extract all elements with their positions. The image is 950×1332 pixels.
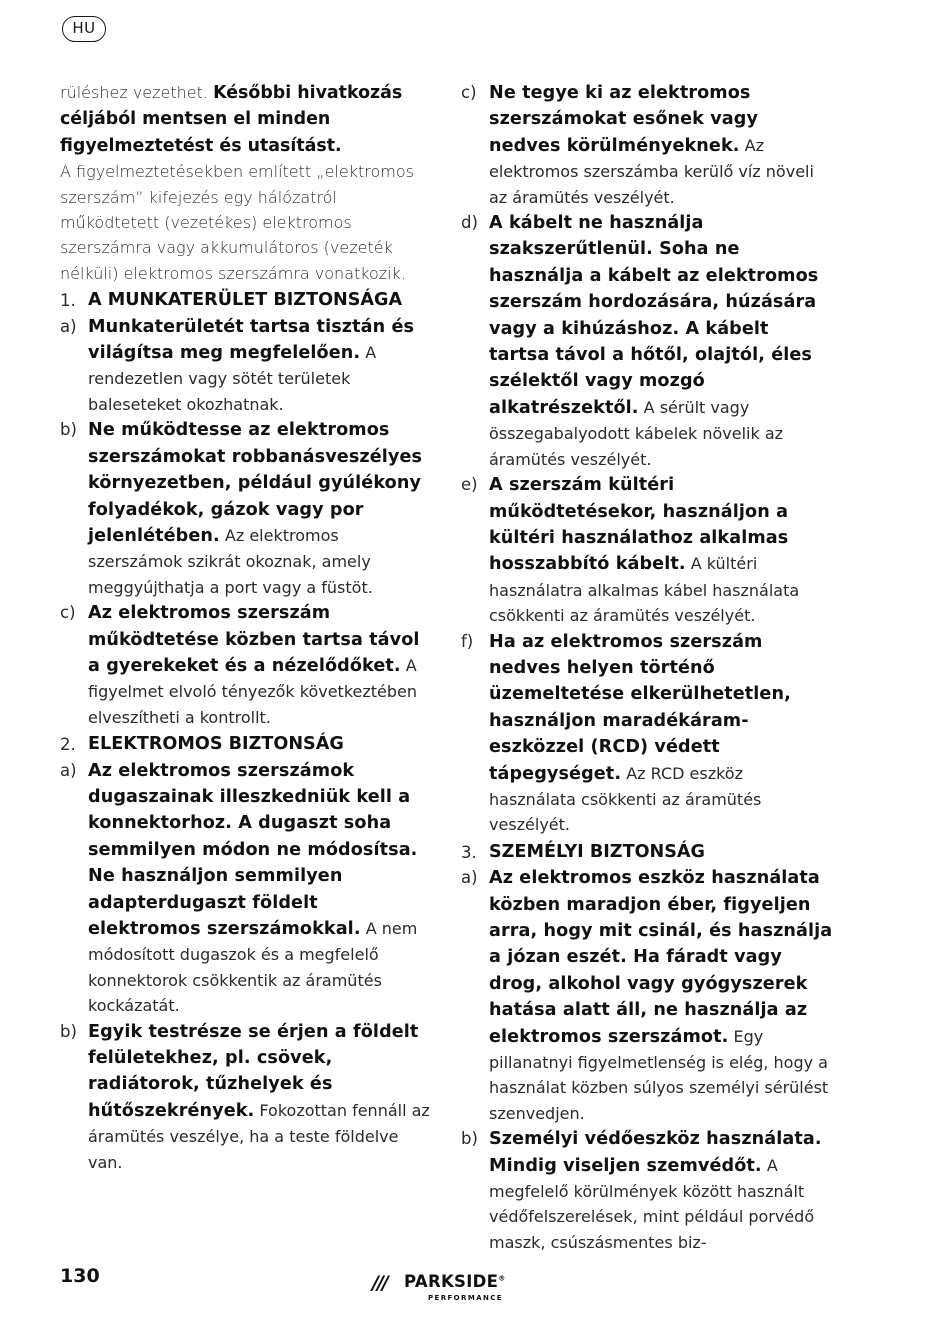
list-item-2e bbox=[461, 472, 833, 628]
list-item-1a bbox=[60, 314, 432, 418]
item-text: A sérült vagy összegabalyodott kábelek növelik az áramütés veszélyét. bbox=[489, 397, 784, 469]
item-body bbox=[88, 758, 432, 1019]
item-body bbox=[88, 417, 432, 600]
right-column bbox=[461, 80, 833, 1255]
item-bold: Az elektromos szerszámok dugaszainak illeszkedniük kell a konnektorhoz. A dugaszt soha semmilyen módon ne módosítsa. Ne használjon semmilyen adapterdugaszt földelt elektromos szerszámokkal. bbox=[88, 760, 418, 939]
definition-paragraph: A figyelmeztetésekben említett „elektromos szerszám” kifejezés egy hálózatról működtetett (vezetékes) elektromos szerszámra vagy akkumulátoros (vezeték nélküli) elektromos szerszámra vonatkozik. bbox=[60, 162, 414, 283]
list-item-2f bbox=[461, 629, 833, 838]
item-marker: f) bbox=[461, 631, 474, 651]
language-badge: HU bbox=[62, 16, 106, 42]
item-marker: b) bbox=[461, 1129, 478, 1149]
item-bold: A szerszám kültéri működtetésekor, használjon a kültéri használathoz alkalmas hosszabbító kábelt. bbox=[489, 475, 789, 575]
item-body bbox=[489, 472, 833, 628]
item-text: A megfelelő körülmények között használt védőfelszerelések, mint például porvédő maszk, csúszásmentes biz- bbox=[489, 1155, 815, 1252]
item-bold: Ha az elektromos szerszám nedves helyen történő üzemeltetése elkerülhetetlen, használjon maradékáram-eszközzel (RCD) védett tápegységet. bbox=[489, 631, 791, 784]
item-bold: Ne tegye ki az elektromos szerszámokat esőnek vagy nedves körülményeknek. bbox=[489, 83, 759, 156]
list-item-1c bbox=[60, 600, 432, 730]
item-marker: b) bbox=[60, 420, 77, 440]
item-bold: Személyi védőeszköz használata. Mindig viseljen szemvédőt. bbox=[489, 1129, 822, 1176]
page-number: 130 bbox=[60, 1265, 100, 1287]
item-marker: d) bbox=[461, 213, 478, 233]
item-body bbox=[489, 210, 833, 472]
item-text: A figyelmet elvoló tényezők következtében elveszítheti a kontrollt. bbox=[88, 655, 418, 727]
item-bold: Ne működtesse az elektromos szerszámokat robbanásveszélyes környezetben, például gyúlékony folyadékok, gázok vagy por jelenlétében. bbox=[88, 420, 423, 546]
item-bold: Egyik testrésze se érjen a földelt felületekhez, pl. csövek, radiátorok, tűzhelyek és hűtőszekrények. bbox=[88, 1021, 419, 1121]
list-item-2d bbox=[461, 210, 833, 472]
item-body bbox=[489, 629, 833, 838]
registered-mark: ® bbox=[498, 1274, 506, 1283]
list-item-3a bbox=[461, 865, 833, 1126]
item-text: A nem módosított dugaszok és a megfelelő konnektorok csökkentik az áramütés kockázatát. bbox=[88, 919, 418, 1016]
item-marker: b) bbox=[60, 1021, 77, 1041]
item-bold: Az elektromos eszköz használata közben maradjon éber, figyeljen arra, hogy mit csinál, és használja a józan eszét. Ha fáradt vagy drog, alkohol vagy gyógyszerek hatása alatt áll, ne használja az elektromos szerszámot. bbox=[489, 868, 833, 1047]
item-body bbox=[88, 600, 432, 730]
intro-bold: Későbbi hivatkozás céljából mentsen el minden figyelmeztetést és utasítást. bbox=[60, 83, 403, 156]
item-marker: a) bbox=[60, 316, 77, 336]
item-text: Fokozottan fennáll az áramütés veszélye, ha a teste földelve van. bbox=[88, 1100, 430, 1172]
item-text: Az RCD eszköz használata csökkenti az áramütés veszélyét. bbox=[489, 763, 762, 835]
section-heading-1 bbox=[60, 288, 432, 313]
item-body bbox=[88, 1019, 432, 1175]
list-item-3b bbox=[461, 1126, 833, 1255]
section-number: 3. bbox=[461, 842, 477, 862]
intro-paragraph bbox=[60, 80, 432, 159]
section-heading-3 bbox=[461, 840, 833, 865]
item-body bbox=[489, 80, 833, 210]
item-body bbox=[489, 865, 833, 1126]
section-title: SZEMÉLYI BIZTONSÁG bbox=[489, 841, 705, 862]
item-bold: A kábelt ne használja szakszerűtlenül. Soha ne használja a kábelt az elektromos szerszám hordozására, húzására vagy a kihúzáshoz. A kábelt tartsa távol a hőtől, olajtól, éles szélektől vagy mozgó alkatrészektől. bbox=[489, 213, 819, 418]
left-column bbox=[60, 80, 432, 1175]
item-marker: c) bbox=[461, 83, 477, 102]
intro-start: rüléshez vezethet. bbox=[60, 83, 208, 102]
section-title: ELEKTROMOS BIZTONSÁG bbox=[88, 734, 344, 755]
item-text: A rendezetlen vagy sötét területek baleseteket okozhatnak. bbox=[88, 343, 377, 414]
section-number: 2. bbox=[60, 735, 76, 755]
logo-slashes-icon: /// bbox=[372, 1272, 387, 1294]
list-item-1b bbox=[60, 417, 432, 600]
item-text: Az elektromos szerszámba kerülő víz növeli az áramütés veszélyét. bbox=[489, 135, 814, 207]
list-item-2a bbox=[60, 758, 432, 1019]
logo-subtitle: PERFORMANCE bbox=[428, 1294, 503, 1302]
parkside-logo bbox=[372, 1272, 522, 1306]
logo-wordmark: PARKSIDE bbox=[404, 1272, 499, 1291]
item-text: A kültéri használatra alkalmas kábel használata csökkenti az áramütés veszélyét. bbox=[489, 554, 800, 626]
item-body bbox=[489, 1126, 833, 1255]
item-bold: Az elektromos szerszám működtetése közben tartsa távol a gyerekeket és a nézelődőket. bbox=[88, 603, 420, 676]
item-bold: Munkaterületét tartsa tisztán és világítsa meg megfelelően. bbox=[88, 316, 415, 364]
item-marker: c) bbox=[60, 603, 76, 623]
item-marker: a) bbox=[60, 760, 77, 780]
section-heading-2 bbox=[60, 732, 432, 757]
section-title: A MUNKATERÜLET BIZTONSÁGA bbox=[88, 290, 403, 311]
section-number: 1. bbox=[60, 291, 76, 311]
list-item-2c bbox=[461, 80, 833, 210]
item-marker: a) bbox=[461, 868, 478, 888]
list-item-2b bbox=[60, 1019, 432, 1175]
logo-name bbox=[404, 1272, 506, 1291]
item-text: Egy pillanatnyi figyelmetlenség is elég, hogy a használat közben súlyos személyi sérülést szenvedjen. bbox=[489, 1026, 829, 1123]
item-marker: e) bbox=[461, 475, 478, 495]
item-body bbox=[88, 314, 432, 418]
item-text: Az elektromos szerszámok szikrát okoznak, amely meggyújthatja a port vagy a füstöt. bbox=[88, 525, 373, 597]
